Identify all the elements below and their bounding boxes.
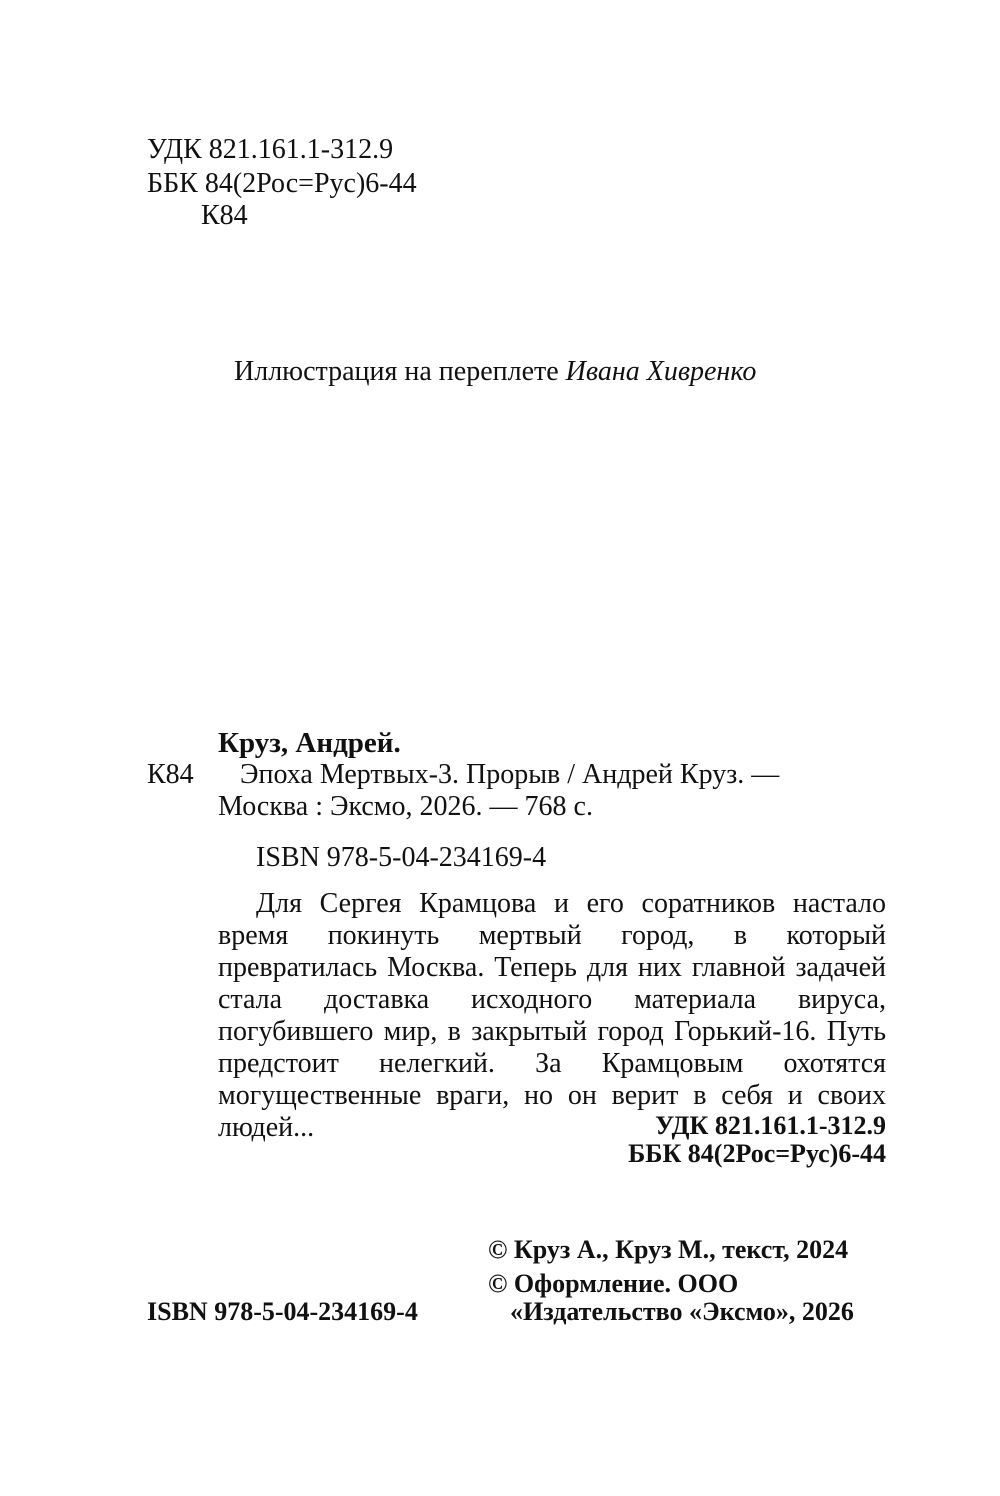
- author-mark-biblio: К84: [147, 759, 194, 790]
- bbk-code-bottom: ББК 84(2Рос=Рус)6-44: [628, 1139, 886, 1168]
- isbn-biblio: ISBN 978-5-04-234169-4: [256, 842, 547, 873]
- annotation: [218, 888, 886, 1144]
- copyright-design-1: © Оформление. ООО: [488, 1269, 739, 1298]
- copyright-text: © Круз А., Круз М., текст, 2024: [488, 1235, 849, 1264]
- author-heading: Круз, Андрей.: [218, 727, 401, 759]
- udk-code-bottom: УДК 821.161.1-312.9: [655, 1111, 886, 1140]
- imprint-line: Москва : Эксмо, 2026. — 768 с.: [218, 791, 593, 822]
- illustration-credit: [234, 356, 756, 388]
- isbn-footer: ISBN 978-5-04-234169-4: [147, 1297, 418, 1326]
- author-mark-top: К84: [201, 200, 248, 231]
- bbk-code-top: ББК 84(2Рос=Рус)6-44: [147, 168, 417, 199]
- illustration-prefix: Иллюстрация на переплете: [234, 356, 559, 387]
- annotation-text: Для Сергея Крамцова и его соратников настало время покинуть мертвый город, в который превратилась Москва. Теперь для них главной задачей стала доставка исходного материала вируса, погубившего мир, в закрытый город Горький-16. Путь предстоит нелегкий. За Крамцовым охотятся могущественные враги, но он верит в себя и своих людей...: [218, 888, 886, 1143]
- copyright-design-2: «Издательство «Эксмо», 2026: [510, 1297, 854, 1326]
- illustration-artist: Ивана Хивренко: [565, 356, 757, 387]
- udk-code-top: УДК 821.161.1-312.9: [147, 134, 394, 165]
- title-line: Эпоха Мертвых-3. Прорыв / Андрей Круз. —: [240, 759, 780, 790]
